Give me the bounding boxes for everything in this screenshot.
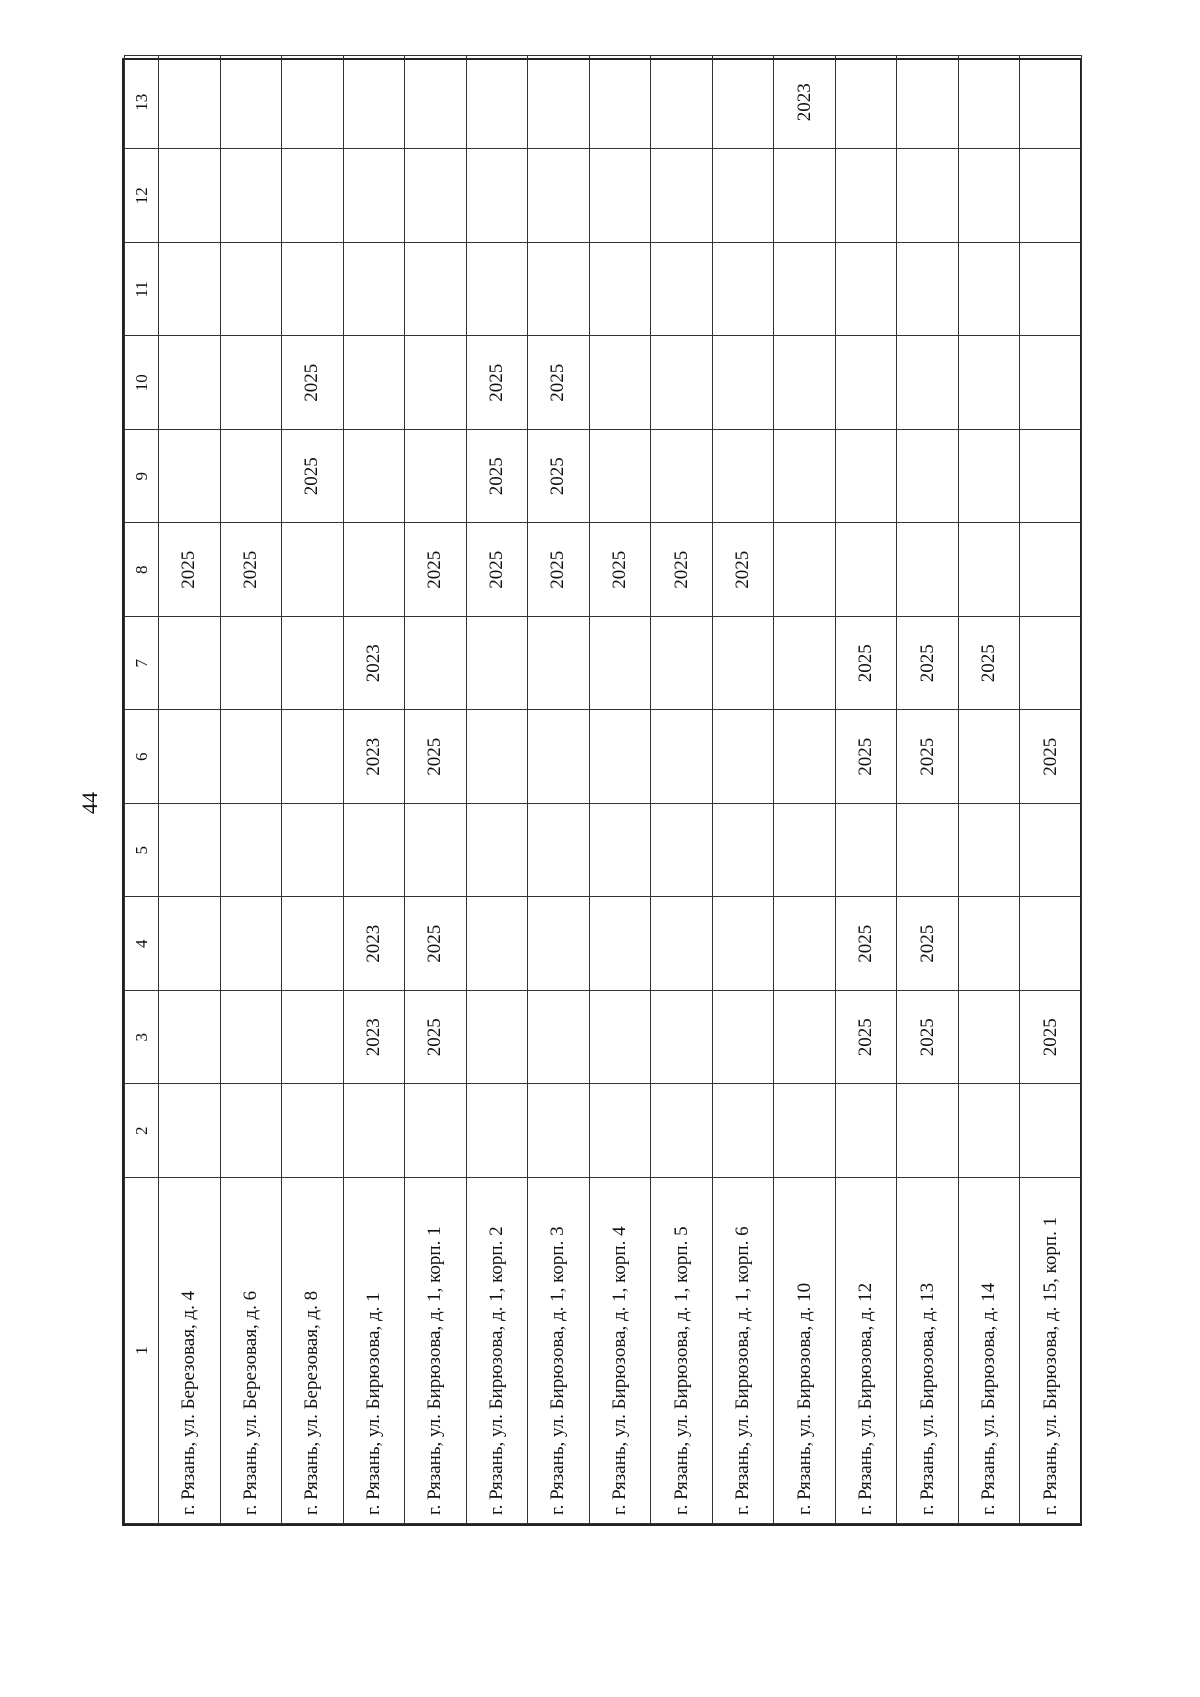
column-header-10: 10 <box>125 336 159 430</box>
column-header-12: 12 <box>125 149 159 243</box>
year-cell <box>282 1084 344 1178</box>
year-cell <box>958 336 1020 430</box>
table-row <box>589 56 651 1524</box>
year-cell <box>466 243 528 337</box>
year-cell: 2025 <box>466 523 528 617</box>
year-cell <box>343 149 405 243</box>
year-cell <box>528 56 590 150</box>
column-header-4: 4 <box>125 897 159 991</box>
year-cell <box>282 56 344 150</box>
year-cell <box>835 523 897 617</box>
year-cell: 2025 <box>712 523 774 617</box>
year-cell <box>220 149 282 243</box>
address-cell: г. Рязань, ул. Бирюзова, д. 1, корп. 1 <box>405 1178 467 1524</box>
address-cell: г. Рязань, ул. Бирюзова, д. 1, корп. 4 <box>589 1178 651 1524</box>
year-cell <box>958 430 1020 524</box>
year-cell <box>220 804 282 898</box>
year-cell <box>958 710 1020 804</box>
year-cell <box>220 1084 282 1178</box>
year-cell <box>1020 617 1082 711</box>
year-cell: 2025 <box>897 991 959 1085</box>
year-cell <box>589 710 651 804</box>
year-cell <box>282 617 344 711</box>
year-cell <box>405 804 467 898</box>
table-row <box>343 56 405 1524</box>
year-cell <box>774 1084 836 1178</box>
year-cell <box>528 804 590 898</box>
year-cell <box>220 897 282 991</box>
year-cell <box>528 617 590 711</box>
table-row <box>405 56 467 1524</box>
year-cell <box>897 56 959 150</box>
column-header-7: 7 <box>125 617 159 711</box>
year-cell <box>466 804 528 898</box>
year-cell <box>1020 897 1082 991</box>
schedule-table <box>124 55 1082 1524</box>
year-cell <box>897 804 959 898</box>
year-cell <box>835 149 897 243</box>
year-cell <box>712 56 774 150</box>
year-cell <box>466 149 528 243</box>
table-header-row <box>125 56 159 1524</box>
year-cell: 2025 <box>159 523 221 617</box>
year-cell <box>774 243 836 337</box>
year-cell <box>897 523 959 617</box>
year-cell <box>159 804 221 898</box>
year-cell: 2025 <box>958 617 1020 711</box>
table-row <box>528 56 590 1524</box>
year-cell <box>343 243 405 337</box>
year-cell <box>1020 243 1082 337</box>
year-cell <box>958 149 1020 243</box>
year-cell <box>651 56 713 150</box>
column-header-3: 3 <box>125 991 159 1085</box>
year-cell <box>343 804 405 898</box>
year-cell <box>1020 1084 1082 1178</box>
year-cell <box>835 56 897 150</box>
year-cell <box>405 617 467 711</box>
year-cell <box>958 523 1020 617</box>
year-cell <box>159 430 221 524</box>
year-cell <box>220 710 282 804</box>
year-cell: 2025 <box>528 523 590 617</box>
year-cell: 2025 <box>405 710 467 804</box>
year-cell <box>343 1084 405 1178</box>
year-cell <box>651 991 713 1085</box>
year-cell <box>589 804 651 898</box>
year-cell <box>712 149 774 243</box>
table-row <box>466 56 528 1524</box>
year-cell <box>405 243 467 337</box>
year-cell <box>343 56 405 150</box>
year-cell <box>774 991 836 1085</box>
year-cell: 2025 <box>1020 991 1082 1085</box>
address-cell: г. Рязань, ул. Бирюзова, д. 1 <box>343 1178 405 1524</box>
year-cell <box>651 149 713 243</box>
year-cell <box>774 804 836 898</box>
year-cell <box>958 897 1020 991</box>
year-cell <box>897 430 959 524</box>
year-cell <box>1020 523 1082 617</box>
year-cell: 2025 <box>405 897 467 991</box>
address-cell: г. Рязань, ул. Бирюзова, д. 15, корп. 1 <box>1020 1178 1082 1524</box>
year-cell <box>958 991 1020 1085</box>
year-cell <box>712 991 774 1085</box>
year-cell: 2025 <box>897 617 959 711</box>
year-cell <box>712 897 774 991</box>
year-cell <box>958 56 1020 150</box>
year-cell: 2025 <box>466 336 528 430</box>
year-cell <box>528 897 590 991</box>
year-cell <box>343 523 405 617</box>
year-cell <box>651 897 713 991</box>
table-row <box>774 56 836 1524</box>
year-cell: 2023 <box>343 617 405 711</box>
year-cell <box>835 243 897 337</box>
year-cell <box>220 430 282 524</box>
year-cell <box>712 430 774 524</box>
year-cell: 2025 <box>282 430 344 524</box>
address-cell: г. Рязань, ул. Березовая, д. 8 <box>282 1178 344 1524</box>
table-row <box>835 56 897 1524</box>
year-cell <box>1020 149 1082 243</box>
year-cell <box>835 336 897 430</box>
year-cell <box>159 56 221 150</box>
year-cell: 2025 <box>897 710 959 804</box>
year-cell <box>282 523 344 617</box>
year-cell: 2025 <box>835 617 897 711</box>
year-cell: 2025 <box>220 523 282 617</box>
year-cell <box>1020 430 1082 524</box>
column-header-13: 13 <box>125 56 159 150</box>
year-cell: 2025 <box>405 991 467 1085</box>
table-row <box>651 56 713 1524</box>
year-cell <box>712 804 774 898</box>
column-header-1: 1 <box>125 1178 159 1524</box>
year-cell <box>774 336 836 430</box>
year-cell <box>651 336 713 430</box>
year-cell <box>589 336 651 430</box>
address-cell: г. Рязань, ул. Березовая, д. 4 <box>159 1178 221 1524</box>
year-cell: 2025 <box>835 897 897 991</box>
table-row <box>897 56 959 1524</box>
year-cell <box>897 336 959 430</box>
year-cell <box>220 336 282 430</box>
year-cell: 2025 <box>282 336 344 430</box>
column-header-5: 5 <box>125 804 159 898</box>
column-header-11: 11 <box>125 243 159 337</box>
address-cell: г. Рязань, ул. Бирюзова, д. 12 <box>835 1178 897 1524</box>
year-cell <box>835 804 897 898</box>
year-cell <box>282 710 344 804</box>
year-cell <box>589 897 651 991</box>
page-number: 44 <box>77 792 102 814</box>
year-cell <box>897 149 959 243</box>
year-cell <box>835 430 897 524</box>
column-header-8: 8 <box>125 523 159 617</box>
year-cell <box>159 710 221 804</box>
year-cell <box>405 149 467 243</box>
year-cell <box>958 243 1020 337</box>
address-cell: г. Рязань, ул. Бирюзова, д. 10 <box>774 1178 836 1524</box>
address-cell: г. Рязань, ул. Бирюзова, д. 1, корп. 5 <box>651 1178 713 1524</box>
year-cell: 2025 <box>1020 710 1082 804</box>
year-cell: 2025 <box>528 430 590 524</box>
year-cell <box>528 1084 590 1178</box>
year-cell <box>958 1084 1020 1178</box>
address-cell: г. Рязань, ул. Бирюзова, д. 13 <box>897 1178 959 1524</box>
year-cell <box>405 336 467 430</box>
year-cell <box>589 149 651 243</box>
year-cell <box>466 1084 528 1178</box>
year-cell <box>466 897 528 991</box>
year-cell <box>712 710 774 804</box>
year-cell: 2023 <box>343 710 405 804</box>
year-cell <box>466 56 528 150</box>
year-cell: 2025 <box>835 991 897 1085</box>
year-cell <box>589 430 651 524</box>
year-cell <box>712 617 774 711</box>
year-cell: 2025 <box>528 336 590 430</box>
year-cell <box>405 1084 467 1178</box>
year-cell: 2025 <box>897 897 959 991</box>
year-cell <box>466 617 528 711</box>
year-cell <box>159 897 221 991</box>
year-cell <box>220 56 282 150</box>
table-row <box>159 56 221 1524</box>
year-cell <box>220 617 282 711</box>
year-cell <box>958 804 1020 898</box>
year-cell <box>774 897 836 991</box>
year-cell <box>897 1084 959 1178</box>
year-cell <box>466 991 528 1085</box>
year-cell <box>589 243 651 337</box>
year-cell <box>897 243 959 337</box>
year-cell <box>774 149 836 243</box>
address-cell: г. Рязань, ул. Бирюзова, д. 1, корп. 2 <box>466 1178 528 1524</box>
table-frame <box>122 58 1082 1526</box>
year-cell <box>528 243 590 337</box>
year-cell <box>405 56 467 150</box>
year-cell <box>835 1084 897 1178</box>
year-cell <box>159 617 221 711</box>
year-cell <box>712 243 774 337</box>
year-cell: 2025 <box>651 523 713 617</box>
year-cell: 2023 <box>774 56 836 150</box>
year-cell <box>712 1084 774 1178</box>
year-cell <box>282 804 344 898</box>
year-cell <box>282 991 344 1085</box>
year-cell <box>159 149 221 243</box>
address-cell: г. Рязань, ул. Бирюзова, д. 1, корп. 6 <box>712 1178 774 1524</box>
year-cell <box>282 243 344 337</box>
year-cell <box>651 710 713 804</box>
year-cell <box>1020 804 1082 898</box>
address-cell: г. Рязань, ул. Бирюзова, д. 14 <box>958 1178 1020 1524</box>
rotated-table-wrapper <box>124 60 1080 1524</box>
year-cell <box>1020 56 1082 150</box>
year-cell <box>159 1084 221 1178</box>
address-cell: г. Рязань, ул. Березовая, д. 6 <box>220 1178 282 1524</box>
column-header-6: 6 <box>125 710 159 804</box>
year-cell <box>159 991 221 1085</box>
year-cell <box>589 56 651 150</box>
year-cell <box>651 243 713 337</box>
column-header-9: 9 <box>125 430 159 524</box>
year-cell <box>774 430 836 524</box>
year-cell <box>774 710 836 804</box>
year-cell <box>651 430 713 524</box>
year-cell <box>528 710 590 804</box>
year-cell <box>651 1084 713 1178</box>
year-cell: 2023 <box>343 991 405 1085</box>
year-cell <box>712 336 774 430</box>
year-cell <box>589 617 651 711</box>
year-cell <box>159 243 221 337</box>
year-cell <box>589 1084 651 1178</box>
year-cell <box>282 897 344 991</box>
year-cell <box>405 430 467 524</box>
year-cell: 2025 <box>405 523 467 617</box>
address-cell: г. Рязань, ул. Бирюзова, д. 1, корп. 3 <box>528 1178 590 1524</box>
table-row <box>220 56 282 1524</box>
year-cell <box>282 149 344 243</box>
year-cell <box>343 336 405 430</box>
year-cell <box>774 523 836 617</box>
year-cell <box>528 991 590 1085</box>
table-row <box>712 56 774 1524</box>
column-header-2: 2 <box>125 1084 159 1178</box>
year-cell <box>220 243 282 337</box>
year-cell <box>343 430 405 524</box>
year-cell <box>651 617 713 711</box>
year-cell <box>589 991 651 1085</box>
year-cell <box>220 991 282 1085</box>
year-cell: 2023 <box>343 897 405 991</box>
year-cell: 2025 <box>835 710 897 804</box>
table-row <box>282 56 344 1524</box>
year-cell <box>774 617 836 711</box>
year-cell: 2025 <box>589 523 651 617</box>
table-row <box>958 56 1020 1524</box>
year-cell <box>1020 336 1082 430</box>
year-cell <box>651 804 713 898</box>
year-cell <box>528 149 590 243</box>
table-row <box>1020 56 1082 1524</box>
year-cell <box>466 710 528 804</box>
year-cell <box>159 336 221 430</box>
year-cell: 2025 <box>466 430 528 524</box>
